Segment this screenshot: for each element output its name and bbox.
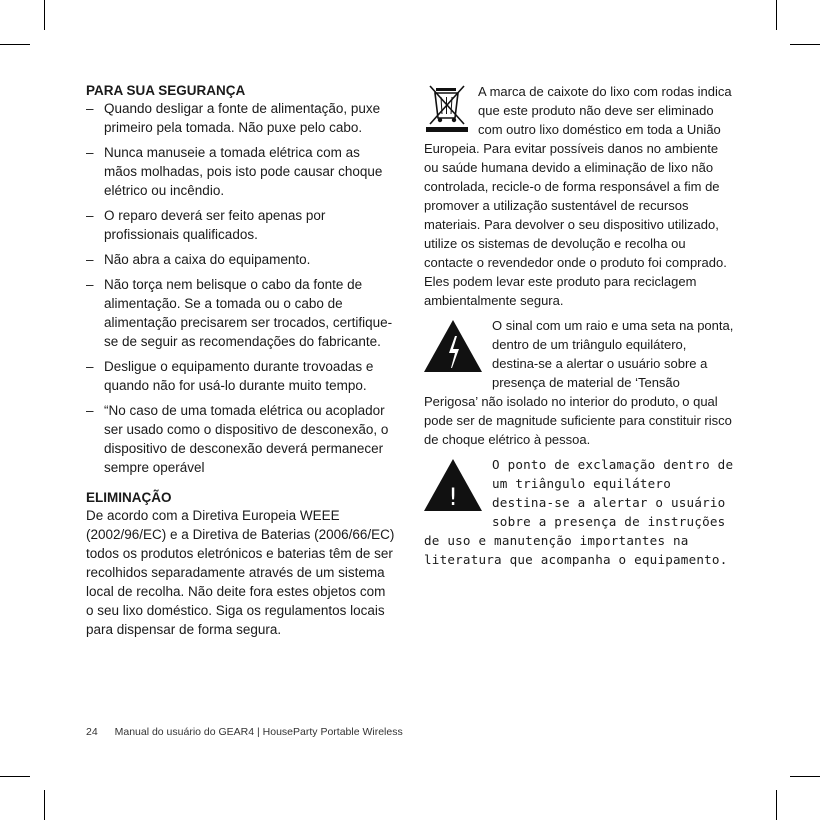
safety-item: – Nunca manuseie a tomada elétrica com as mãos molhadas, pois isto pode causar choque elétrico ou incêndio. <box>86 145 383 198</box>
weee-text: A marca de caixote do lixo com rodas indica que este produto não deve ser eliminado com outro lixo doméstico em toda a União Europeia. Para evitar possíveis danos no ambiente ou saúde humana devido a eliminação de lixo não controlada, recicle-o de forma responsável a fim de promover a utilização sustentável de recursos materiais. Para devolver o seu dispositivo utilizado, utilize os sistemas de devolução e recolha ou contacte o revendedor onde o produto foi comprado. Eles podem levar este produto para reciclagem ambientalmente segura. <box>424 84 732 308</box>
exclamation-warning-icon <box>422 457 484 513</box>
exclamation-text: O ponto de exclamação dentro de um triângulo equilátero destina-se a alertar o usuário sobre a presença de instruções de uso e manutenção importantes na literatura que acompanha o equipamento. <box>424 457 734 567</box>
crop-mark <box>0 776 30 777</box>
safety-heading: PARA SUA SEGURANÇA <box>86 83 246 98</box>
crop-mark <box>790 776 820 777</box>
disposal-heading: ELIMINAÇÃO <box>86 490 172 505</box>
safety-item: – Não torça nem belisque o cabo da fonte de alimentação. Se a tomada ou o cabo de alimentação precisarem ser trocados, certifique-se de seguir as recomendações do fabricante. <box>86 277 393 349</box>
lightning-warning-icon <box>422 318 484 374</box>
safety-item: – Quando desligar a fonte de alimentação, puxe primeiro pela tomada. Não puxe pelo cabo. <box>86 101 381 135</box>
page-footer <box>86 726 403 738</box>
crop-mark <box>790 44 820 45</box>
crop-mark <box>44 790 45 820</box>
right-column <box>424 82 736 569</box>
footer-title: Manual do usuário do GEAR4 | HouseParty Portable Wireless <box>114 726 403 738</box>
lightning-text: O sinal com um raio e uma seta na ponta, dentro de um triângulo equilátero, destina-se a alertar o usuário sobre a presença de material de ‘Tensão Perigosa’ não isolado no interior do produto, o qual pode ser de magnitude suficiente para constituir risco de choque elétrico à pessoa. <box>424 318 734 447</box>
crop-mark <box>44 0 45 30</box>
crop-mark <box>776 0 777 30</box>
disposal-text: De acordo com a Diretiva Europeia WEEE (2002/96/EC) e a Diretiva de Baterias (2006/66/EC) todos os produtos eletrónicos e baterias têm de ser recolhidos separadamente através de um sistema local de recolha. Não deite fora estes objetos com o seu lixo doméstico. Siga os regulamentos locais para dispensar de forma segura. <box>86 508 395 637</box>
crossed-bin-icon <box>424 84 470 134</box>
lightning-block <box>424 316 736 449</box>
safety-item: – O reparo deverá ser feito apenas por profissionais qualificados. <box>86 208 326 242</box>
left-column <box>86 82 396 639</box>
crop-mark <box>0 44 30 45</box>
exclamation-block <box>424 455 736 569</box>
safety-item: – “No caso de uma tomada elétrica ou acoplador ser usado como o dispositivo de desconexão, o dispositivo de desconexão deverá permanecer sempre operável <box>86 403 389 475</box>
safety-item: – Não abra a caixa do equipamento. <box>86 252 311 267</box>
crop-mark <box>776 790 777 820</box>
safety-item: – Desligue o equipamento durante trovoadas e quando não for usá-lo durante muito tempo. <box>86 359 374 393</box>
exclamation-glyph: ! <box>448 483 458 511</box>
weee-block <box>424 82 736 310</box>
page-number: 24 <box>86 726 98 738</box>
safety-list <box>86 99 396 477</box>
